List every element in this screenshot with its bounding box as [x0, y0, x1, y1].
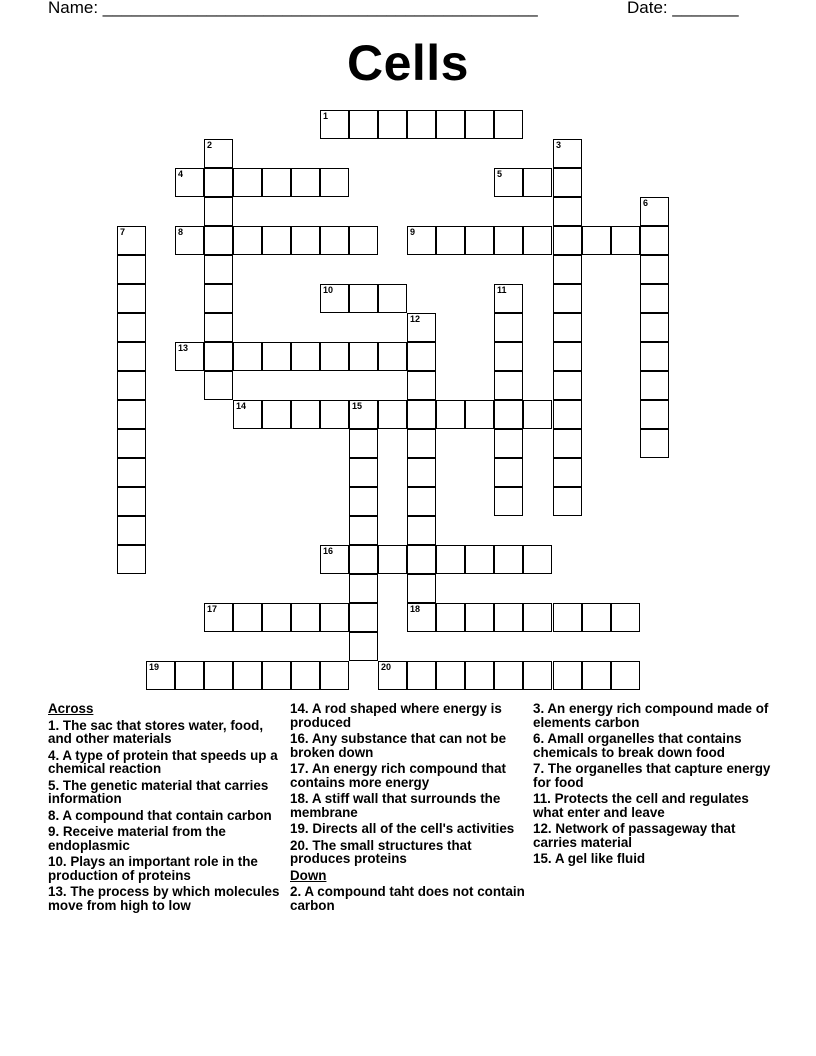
- grid-cell[interactable]: [640, 255, 669, 284]
- grid-cell[interactable]: [349, 516, 378, 545]
- clue-number: 5: [497, 169, 503, 179]
- grid-cell[interactable]: [262, 342, 291, 371]
- grid-cell[interactable]: [349, 284, 378, 313]
- clues-column-2: [290, 702, 526, 915]
- grid-cell[interactable]: [436, 226, 465, 255]
- grid-cell[interactable]: [640, 226, 669, 255]
- clue-text: 16. Any substance that can not be broken down: [290, 731, 507, 760]
- grid-cell[interactable]: [378, 545, 407, 574]
- grid-cell[interactable]: [436, 110, 465, 139]
- grid-cell[interactable]: [117, 284, 146, 313]
- grid-cell[interactable]: [407, 371, 436, 400]
- grid-cell[interactable]: [204, 342, 233, 371]
- grid-cell[interactable]: [378, 342, 407, 371]
- clue-number: 7: [120, 227, 126, 237]
- clue-text: 19. Directs all of the cell's activities: [290, 821, 515, 836]
- grid-cell[interactable]: [553, 603, 582, 632]
- grid-cell[interactable]: [262, 168, 291, 197]
- grid-cell[interactable]: [494, 458, 523, 487]
- grid-cell[interactable]: [582, 226, 611, 255]
- grid-cell[interactable]: [465, 226, 494, 255]
- down-heading: Down: [290, 867, 327, 883]
- grid-cell[interactable]: [349, 110, 378, 139]
- grid-cell[interactable]: [494, 110, 523, 139]
- date-field[interactable]: Date: _______: [627, 0, 739, 17]
- grid-cell[interactable]: [117, 371, 146, 400]
- grid-cell[interactable]: [553, 313, 582, 342]
- grid-cell[interactable]: [117, 255, 146, 284]
- page-title: Cells: [346, 35, 469, 91]
- clue-number: 6: [643, 198, 649, 208]
- grid-cell[interactable]: [378, 400, 407, 429]
- clue-number: 2: [207, 140, 213, 150]
- grid-cell[interactable]: [407, 429, 436, 458]
- grid-cell[interactable]: [640, 429, 669, 458]
- clue-text: 12. Network of passageway that carries material: [533, 821, 736, 850]
- grid-cell[interactable]: [320, 168, 349, 197]
- grid-cell[interactable]: [553, 197, 582, 226]
- grid-cell[interactable]: [320, 661, 349, 690]
- grid-cell[interactable]: [494, 545, 523, 574]
- clue-number: 19: [149, 662, 160, 672]
- grid-cell[interactable]: [204, 255, 233, 284]
- clue-text: 4. A type of protein that speeds up a chemical reaction: [48, 747, 278, 776]
- clue-number: 20: [381, 662, 392, 672]
- clue-text: 5. The genetic material that carries information: [48, 777, 269, 806]
- grid-cell[interactable]: [494, 226, 523, 255]
- grid-cell[interactable]: [611, 661, 640, 690]
- grid-cell[interactable]: [378, 110, 407, 139]
- grid-cell[interactable]: [523, 226, 552, 255]
- clue-number: 13: [178, 343, 189, 353]
- grid-cell[interactable]: [233, 603, 262, 632]
- grid-cell[interactable]: [349, 342, 378, 371]
- grid-cell[interactable]: [262, 603, 291, 632]
- grid-cell[interactable]: [465, 400, 494, 429]
- clue-text: 3. An energy rich compound made of elements carbon: [533, 701, 769, 730]
- grid-cell[interactable]: [320, 342, 349, 371]
- clue-number: 15: [352, 401, 363, 411]
- grid-cell[interactable]: [407, 487, 436, 516]
- grid-cell[interactable]: [320, 603, 349, 632]
- grid-cell[interactable]: [494, 342, 523, 371]
- grid-cell[interactable]: [262, 226, 291, 255]
- grid-cell[interactable]: [494, 429, 523, 458]
- clue-number: 16: [323, 546, 334, 556]
- clue-text: 17. An energy rich compound that contains more energy: [290, 761, 507, 790]
- grid-cell[interactable]: [494, 661, 523, 690]
- grid-cell[interactable]: [349, 429, 378, 458]
- grid-cell[interactable]: [349, 226, 378, 255]
- grid-cell[interactable]: [407, 516, 436, 545]
- grid-cell[interactable]: [611, 226, 640, 255]
- grid-cell[interactable]: [291, 342, 320, 371]
- grid-cell[interactable]: [233, 226, 262, 255]
- grid-cell[interactable]: [117, 487, 146, 516]
- grid-cell[interactable]: [262, 661, 291, 690]
- name-field[interactable]: Name: ______________________________________________: [48, 0, 538, 17]
- grid-cell[interactable]: [204, 661, 233, 690]
- grid-cell[interactable]: [291, 226, 320, 255]
- grid-cell[interactable]: [204, 197, 233, 226]
- grid-cell[interactable]: [494, 371, 523, 400]
- grid-cell[interactable]: [553, 226, 582, 255]
- grid-cell[interactable]: [117, 400, 146, 429]
- grid-cell[interactable]: [349, 574, 378, 603]
- grid-cell[interactable]: [320, 226, 349, 255]
- clue-text: 15. A gel like fluid: [533, 851, 646, 866]
- grid-cell[interactable]: [407, 400, 436, 429]
- grid-cell[interactable]: [582, 661, 611, 690]
- grid-cell[interactable]: [523, 400, 552, 429]
- clue-text: 10. Plays an important role in the production of proteins: [48, 854, 258, 883]
- grid-cell[interactable]: [553, 661, 582, 690]
- grid-cell[interactable]: [117, 545, 146, 574]
- grid-cell[interactable]: [204, 284, 233, 313]
- grid-cell[interactable]: [407, 574, 436, 603]
- grid-cell[interactable]: [553, 371, 582, 400]
- grid-cell[interactable]: [407, 661, 436, 690]
- grid-cell[interactable]: [117, 458, 146, 487]
- clue-text: 14. A rod shaped where energy is produced: [290, 701, 502, 730]
- grid-cell[interactable]: [175, 661, 204, 690]
- clue-text: 18. A stiff wall that surrounds the membrane: [290, 791, 501, 820]
- grid-cell[interactable]: [553, 487, 582, 516]
- clue-text: 1. The sac that stores water, food, and other materials: [48, 717, 264, 746]
- grid-cell[interactable]: [407, 545, 436, 574]
- grid-cell[interactable]: [523, 545, 552, 574]
- grid-cell[interactable]: [436, 661, 465, 690]
- grid-cell[interactable]: [233, 661, 262, 690]
- grid-cell[interactable]: [349, 458, 378, 487]
- clue-number: 14: [236, 401, 247, 411]
- grid-cell[interactable]: [349, 603, 378, 632]
- clues-column-1: [48, 702, 284, 915]
- grid-cell[interactable]: [611, 603, 640, 632]
- grid-cell[interactable]: [204, 226, 233, 255]
- grid-cell[interactable]: [117, 516, 146, 545]
- grid-cell[interactable]: [291, 603, 320, 632]
- clue-number: 3: [556, 140, 562, 150]
- clue-number: 17: [207, 604, 218, 614]
- clue-number: 1: [323, 111, 329, 121]
- clue-number: 10: [323, 285, 334, 295]
- grid-cell[interactable]: [407, 458, 436, 487]
- grid-cell[interactable]: [640, 400, 669, 429]
- clue-text: 20. The small structures that produces proteins: [290, 837, 472, 866]
- grid-cell[interactable]: [407, 110, 436, 139]
- grid-cell[interactable]: [494, 400, 523, 429]
- clue-text: 11. Protects the cell and regulates what enter and leave: [533, 791, 749, 820]
- grid-cell[interactable]: [320, 400, 349, 429]
- clue-number: 18: [410, 604, 421, 614]
- grid-cell[interactable]: [233, 342, 262, 371]
- grid-cell[interactable]: [436, 603, 465, 632]
- grid-cell[interactable]: [204, 168, 233, 197]
- clue-number: 9: [410, 227, 416, 237]
- grid-cell[interactable]: [465, 603, 494, 632]
- grid-cell[interactable]: [378, 284, 407, 313]
- grid-cell[interactable]: [494, 487, 523, 516]
- clue-text: 9. Receive material from the endoplasmic: [48, 824, 226, 853]
- grid-cell[interactable]: [407, 342, 436, 371]
- clue-number: 4: [178, 169, 184, 179]
- clue-number: 8: [178, 227, 184, 237]
- grid-cell[interactable]: [553, 400, 582, 429]
- clue-text: 13. The process by which molecules move from high to low: [48, 884, 280, 913]
- grid-cell[interactable]: [465, 545, 494, 574]
- grid-cell[interactable]: [436, 545, 465, 574]
- grid-cell[interactable]: [553, 458, 582, 487]
- grid-cell[interactable]: [494, 603, 523, 632]
- clue-number: 12: [410, 314, 421, 324]
- across-heading: Across: [48, 701, 94, 716]
- grid-cell[interactable]: [640, 371, 669, 400]
- grid-cell[interactable]: [291, 400, 320, 429]
- grid-cell[interactable]: [523, 603, 552, 632]
- grid-cell[interactable]: [553, 429, 582, 458]
- grid-cell[interactable]: [204, 371, 233, 400]
- grid-cell[interactable]: [349, 487, 378, 516]
- grid-cell[interactable]: [349, 632, 378, 661]
- grid-cell[interactable]: [553, 284, 582, 313]
- grid-cell[interactable]: [117, 429, 146, 458]
- clue-text: 6. Amall organelles that contains chemicals to break down food: [533, 731, 742, 760]
- clues-column-3: [533, 702, 773, 869]
- grid-cell[interactable]: [523, 168, 552, 197]
- clue-text: 8. A compound that contain carbon: [48, 807, 272, 823]
- grid-cell[interactable]: [117, 313, 146, 342]
- grid-cell[interactable]: [233, 168, 262, 197]
- grid-cell[interactable]: [640, 342, 669, 371]
- grid-cell[interactable]: [349, 545, 378, 574]
- grid-cell[interactable]: [553, 168, 582, 197]
- grid-cell[interactable]: [291, 661, 320, 690]
- grid-cell[interactable]: [553, 255, 582, 284]
- grid-cell[interactable]: [436, 400, 465, 429]
- grid-cell[interactable]: [465, 661, 494, 690]
- grid-cell[interactable]: [262, 400, 291, 429]
- grid-cell[interactable]: [494, 313, 523, 342]
- grid-cell[interactable]: [291, 168, 320, 197]
- grid-cell[interactable]: [582, 603, 611, 632]
- grid-cell[interactable]: [465, 110, 494, 139]
- grid-cell[interactable]: [523, 661, 552, 690]
- clue-text: 2. A compound taht does not contain carbon: [290, 884, 525, 913]
- grid-cell[interactable]: [553, 342, 582, 371]
- clue-number: 11: [497, 285, 507, 295]
- grid-cell[interactable]: [640, 313, 669, 342]
- grid-cell[interactable]: [204, 313, 233, 342]
- grid-cell[interactable]: [640, 284, 669, 313]
- grid-cell[interactable]: [117, 342, 146, 371]
- clue-text: 7. The organelles that capture energy for food: [533, 761, 771, 790]
